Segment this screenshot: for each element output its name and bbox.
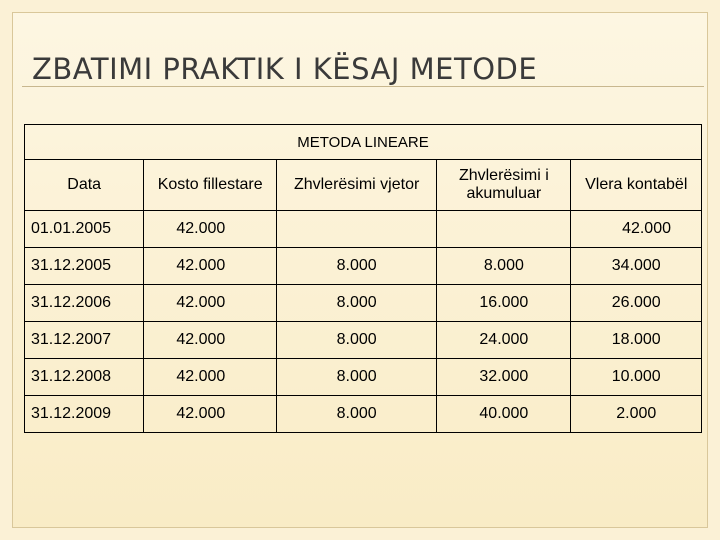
cell-zhvleresimi-akumuluar [437,211,571,248]
cell-zhvleresimi-vjetor: 8.000 [277,285,437,322]
cell-kosto: 42.000 [144,322,277,359]
header-kosto-fillestare: Kosto fillestare [144,160,277,211]
header-vlera-kontabel: Vlera kontabël [571,160,702,211]
cell-zhvleresimi-akumuluar: 8.000 [437,248,571,285]
table-caption: METODA LINEARE [25,125,702,160]
cell-data: 31.12.2008 [25,359,144,396]
cell-vlera-kontabel: 10.000 [571,359,702,396]
cell-data: 31.12.2007 [25,322,144,359]
header-zhvleresimi-akumuluar: Zhvlerësimi i akumuluar [437,160,571,211]
cell-kosto: 42.000 [144,211,277,248]
cell-data: 31.12.2009 [25,396,144,433]
header-data: Data [25,160,144,211]
table-row [25,248,702,285]
cell-vlera-kontabel: 34.000 [571,248,702,285]
cell-data: 31.12.2006 [25,285,144,322]
table-row [25,285,702,322]
cell-zhvleresimi-vjetor: 8.000 [277,359,437,396]
cell-vlera-kontabel: 26.000 [571,285,702,322]
table-row [25,322,702,359]
cell-vlera-kontabel: 18.000 [571,322,702,359]
cell-data: 01.01.2005 [25,211,144,248]
header-zhvleresimi-vjetor: Zhvlerësimi vjetor [277,160,437,211]
cell-zhvleresimi-vjetor: 8.000 [277,248,437,285]
depreciation-table [24,124,702,433]
cell-kosto: 42.000 [144,359,277,396]
slide-title: ZBATIMI PRAKTIK I KËSAJ METODE [32,52,538,86]
cell-zhvleresimi-akumuluar: 24.000 [437,322,571,359]
cell-zhvleresimi-vjetor [277,211,437,248]
cell-zhvleresimi-akumuluar: 32.000 [437,359,571,396]
cell-kosto: 42.000 [144,248,277,285]
cell-zhvleresimi-vjetor: 8.000 [277,322,437,359]
cell-data: 31.12.2005 [25,248,144,285]
cell-kosto: 42.000 [144,285,277,322]
title-divider [22,86,704,87]
cell-kosto: 42.000 [144,396,277,433]
table-row [25,396,702,433]
table-header-row [25,160,702,211]
cell-zhvleresimi-vjetor: 8.000 [277,396,437,433]
cell-zhvleresimi-akumuluar: 16.000 [437,285,571,322]
table-row [25,211,702,248]
cell-zhvleresimi-akumuluar: 40.000 [437,396,571,433]
cell-vlera-kontabel: 2.000 [571,396,702,433]
table-row [25,359,702,396]
table-caption-row [25,125,702,160]
cell-vlera-kontabel: 42.000 [571,211,702,248]
